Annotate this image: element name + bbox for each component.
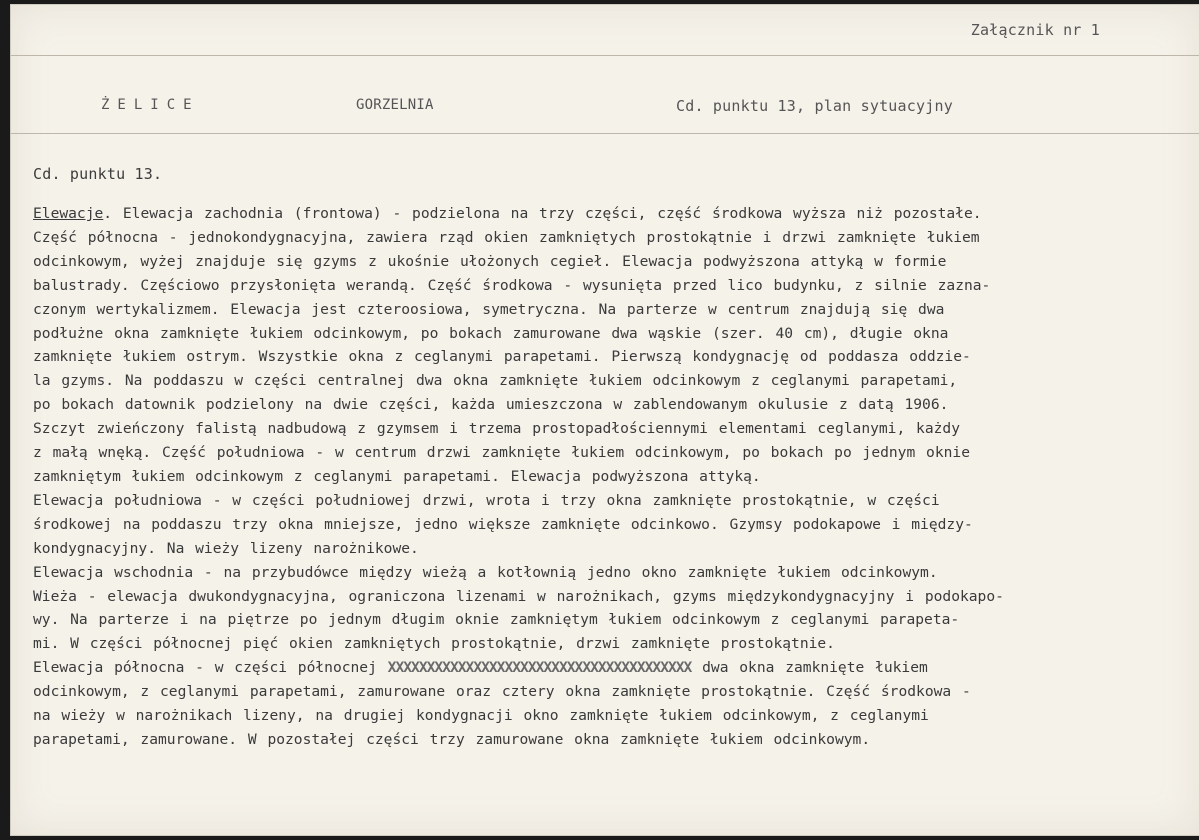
- text-segment: . Elewacja zachodnia (frontowa) - podzielona na trzy części, część środkowa wyższa niż pozostałe.: [103, 205, 982, 222]
- text-line: środkowej na poddaszu trzy okna mniejsze, jedno większe zamknięte odcinkowo. Gzymsy podokapowe i między-: [33, 515, 973, 533]
- text-line: wy. Na parterze i na piętrze po jednym długim oknie zamkniętym łukiem odcinkowym z ceglanymi parapeta-: [33, 611, 960, 629]
- text-segment: Elewacja północna - w części północnej: [33, 659, 388, 677]
- text-line: mi. W części północnej pięć okien zamkniętych prostokątnie, drzwi zamknięte prostokątnie.: [33, 635, 835, 653]
- text-line: podłużne okna zamknięte łukiem odcinkowym, po bokach zamurowane dwa wąskie (szer. 40 cm), długie okna: [33, 324, 949, 342]
- text-line: parapetami, zamurowane. W pozostałej części trzy zamurowane okna zamknięte łukiem odcinkowym.: [33, 730, 871, 748]
- text-line: Szczyt zwieńczony falistą nadbudową z gzymsem i trzema prostopadłościennymi elementami ceglanymi, każdy: [33, 420, 960, 438]
- typed-document-page: [10, 4, 1199, 836]
- section-title: Cd. punktu 13.: [33, 165, 163, 183]
- text-line: czonym wertykalizmem. Elewacja jest czteroosiowa, symetryczna. Na parterze w centrum znajdują się dwa: [33, 300, 945, 318]
- text-line: z małą wnęką. Część południowa - w centrum drzwi zamknięte łukiem odcinkowym, po bokach po jednym oknie: [33, 444, 970, 462]
- attachment-number: Załącznik nr 1: [970, 21, 1100, 39]
- header-top-rule: [11, 55, 1199, 56]
- text-line: odcinkowym, z ceglanymi parapetami, zamurowane oraz cztery okna zamknięte prostokątnie. Część środkowa -: [33, 683, 971, 701]
- text-line: Elewacja wschodnia - na przybudówce między wieżą a kotłownią jedno okno zamknięte łukiem odcinkowym.: [33, 563, 938, 581]
- text-segment: dwa okna zamknięte łukiem: [691, 659, 928, 677]
- text-line: zamkniętym łukiem odcinkowym z ceglanymi parapetami. Elewacja podwyższona attyką.: [33, 467, 761, 485]
- reference-note: Cd. punktu 13, plan sytuacyjny: [676, 97, 953, 115]
- text-line: po bokach datownik podzielony na dwie części, każda umieszczona w zablendowanym okulusie z datą 1906.: [33, 396, 949, 414]
- text-line: [33, 656, 1004, 680]
- text-line: [33, 202, 1004, 226]
- object-name: GORZELNIA: [356, 97, 434, 113]
- place-name: ŻELICE: [101, 97, 200, 113]
- text-line: Część północna - jednokondygnacyjna, zawiera rząd okien zamkniętych prostokątnie i drzwi zamknięte łukiem: [33, 228, 980, 246]
- text-line: Elewacja południowa - w części południowej drzwi, wrota i trzy okna zamknięte prostokątnie, w części: [33, 491, 940, 509]
- header-bottom-rule: [11, 133, 1199, 134]
- elevations-label: Elewacje: [33, 205, 104, 222]
- text-line: kondygnacyjny. Na wieży lizeny narożnikowe.: [33, 539, 419, 557]
- text-line: odcinkowym, wyżej znajduje się gzyms z ukośnie ułożonych cegieł. Elewacja podwyższona attyką w formie: [33, 252, 947, 270]
- struck-out-text: XXXXXXXXXXXXXXXXXXXXXXXXXXXXXXXXXXXXXXX: [387, 659, 692, 677]
- text-line: zamknięte łukiem ostrym. Wszystkie okna z ceglanymi parapetami. Pierwszą kondygnację od poddasza oddzie-: [33, 348, 971, 366]
- text-line: Wieża - elewacja dwukondygnacyjna, ograniczona lizenami w narożnikach, gzyms międzykondygnacyjny i podokapo-: [33, 587, 1004, 605]
- text-line: la gzyms. Na poddaszu w części centralnej dwa okna zamknięte łukiem odcinkowym z ceglanymi parapetami,: [33, 372, 958, 390]
- text-line: na wieży w narożnikach lizeny, na drugiej kondygnacji okno zamknięte łukiem odcinkowym, z ceglanymi: [33, 707, 929, 725]
- text-line: balustrady. Częściowo przysłonięta werandą. Część środkowa - wysunięta przed lico budynku, z silnie zazna-: [33, 276, 991, 294]
- description-body: [33, 202, 1004, 752]
